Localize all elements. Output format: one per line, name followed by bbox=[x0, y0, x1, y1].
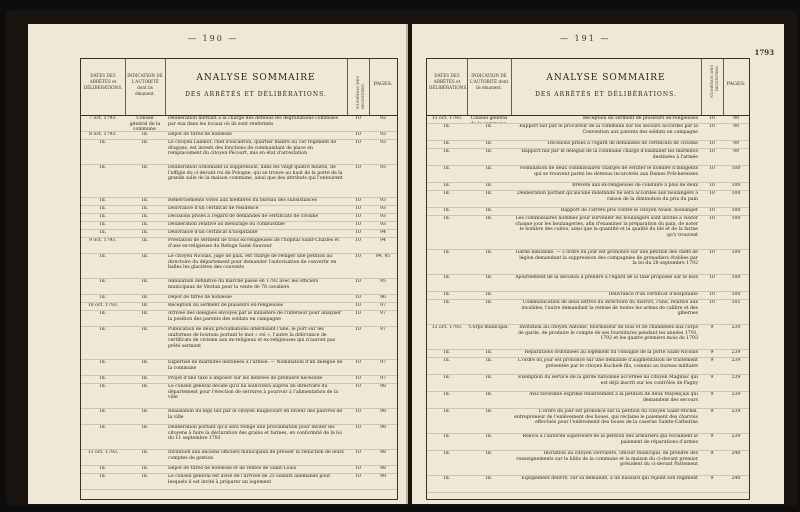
cell-autorite: Id. bbox=[141, 222, 149, 227]
book-binding bbox=[6, 10, 798, 506]
cell-autorite: Id. bbox=[141, 466, 149, 471]
cell-page: 97 bbox=[380, 327, 386, 332]
table-row bbox=[427, 215, 749, 250]
col-pages-header: PAGES. bbox=[726, 81, 746, 87]
cell-date: Id. bbox=[443, 392, 451, 397]
cell-numero: 10 bbox=[355, 376, 361, 381]
cell-date: Id. bbox=[443, 300, 451, 305]
table-row bbox=[427, 299, 749, 325]
cell-analyse: Équipement délivré, sur sa demande, à un hussard qui rejoint son régiment bbox=[521, 476, 698, 481]
cell-numero: 9 bbox=[710, 434, 714, 439]
cell-page: 99 bbox=[733, 141, 739, 146]
cell-date: Id. bbox=[99, 295, 107, 300]
cell-date: Id. bbox=[99, 327, 107, 332]
cell-date: Id. bbox=[99, 254, 107, 259]
cell-analyse: Ajournement de la décision à prendre à l'égard de la taxe proposée sur le bois bbox=[515, 275, 698, 280]
table-row bbox=[81, 383, 397, 409]
table-row bbox=[81, 115, 397, 132]
col-pages-header: PAGES. bbox=[373, 81, 393, 87]
cell-analyse: Délivrance d'un certificat d'hospitalité bbox=[168, 230, 258, 235]
cell-autorite: Id. bbox=[485, 149, 493, 154]
cell-autorite: Id. bbox=[485, 166, 493, 171]
cell-numero: 10 bbox=[355, 238, 361, 243]
cell-analyse: L'ordre du jour est prononcé sur une demande d'augmentation de traitement présentée par le citoyen Kuchelé fils, commis au bureau militaire bbox=[517, 358, 698, 369]
cell-date: Id. bbox=[99, 311, 107, 316]
cell-numero: 10 bbox=[709, 183, 715, 188]
cell-numero: 9 bbox=[710, 358, 714, 363]
cell-numero: 10 bbox=[709, 191, 715, 196]
cell-date: 12 oct. 1793. bbox=[431, 325, 463, 330]
cell-analyse: Exemption du service de la garde nationale accordée au citoyen Magniac qui est déjà inscrit sur les contrôles de Pagny bbox=[518, 375, 698, 386]
cell-analyse: Délivrance d'un certificat d'hospitalité bbox=[608, 292, 698, 297]
cell-autorite: Id. bbox=[141, 140, 149, 145]
table-row bbox=[427, 148, 749, 166]
table-row bbox=[81, 424, 397, 450]
cell-analyse: Le citoyen Nicolas, juge de paix, est chargé de rédiger une pétition au directoire du département pour demander l'autorisation de convertir en halles les glacières des couvents bbox=[168, 254, 337, 271]
cell-date: 11 oct. 1793. bbox=[87, 450, 119, 455]
col-numeros-header: NUMÉROS DES REGISTRES. bbox=[355, 75, 365, 109]
cell-numero: 10 bbox=[709, 216, 715, 221]
col-numeros-header: NUMÉROS DES REGISTRES. bbox=[709, 65, 719, 99]
cell-autorite: Id. bbox=[141, 279, 149, 284]
cell-analyse: Délibération ordonnant la suppression, dans les vingt-quatre heures, de l'effigie du ci-devant roi de Pologne, qui se trouve au haut de la porte de la grande salle de la maison commune, ainsi que des attributs qui l'entourent bbox=[168, 165, 343, 182]
cell-autorite: Id. bbox=[485, 191, 493, 196]
cell-numero: 10 bbox=[709, 208, 715, 213]
table-row bbox=[81, 310, 397, 327]
cell-numero: 10 bbox=[355, 327, 361, 332]
cell-date: 8 oct. 1793. bbox=[89, 132, 117, 137]
cell-numero: 9 bbox=[710, 476, 714, 481]
cell-autorite: Id. bbox=[485, 392, 493, 397]
table-row bbox=[427, 408, 749, 434]
cell-autorite: Id. bbox=[485, 451, 493, 456]
cell-analyse: Rapport de l'arrêté pris contre le citoyen Nozel, boulanger bbox=[560, 208, 698, 213]
cell-numero: 10 bbox=[355, 132, 361, 137]
cell-date: Id. bbox=[443, 250, 451, 255]
cell-date: Id. bbox=[443, 216, 451, 221]
cell-analyse: Réparations ordonnées au logement du consigne de la porte Saint-Nicolas bbox=[524, 350, 698, 355]
table-row bbox=[427, 190, 749, 208]
cell-numero: 10 bbox=[355, 116, 361, 121]
cell-page: 93 bbox=[380, 222, 386, 227]
cell-analyse: Invitation au citoyen Antoine, fournisseur de bois et de chandelles aux corps de garde, de produire le compte de ses fournitures pendant les années 1791, 1792 et les quatre premiers mois de 1793 bbox=[518, 325, 698, 342]
cell-autorite: Id. bbox=[485, 300, 493, 305]
cell-page: 94, 95 bbox=[375, 254, 391, 259]
table-header bbox=[427, 59, 749, 116]
cell-analyse: Avis favorable exprimé relativement à la pétition de deux Mayençais qui demandent des secours bbox=[529, 392, 698, 403]
cell-page: 100 bbox=[731, 183, 741, 188]
cell-analyse: Dépôt de titres de noblesse bbox=[168, 295, 232, 300]
cell-analyse: Nomination de deux commissaires chargés de vérifier le nombre d'indigents qui se trouvent parmi les détenus incarcérés aux Dames Prêcheresses bbox=[519, 166, 698, 177]
cell-date: Id. bbox=[99, 230, 107, 235]
cell-analyse: Délibération mettant à la charge des détenus les dégradations commises par eux dans les locaux où ils sont renfermés bbox=[168, 116, 339, 127]
cell-page: 93 bbox=[380, 140, 386, 145]
cell-page: 99 bbox=[380, 474, 386, 479]
cell-analyse: Délibération relative au mesurage du combustible bbox=[168, 222, 286, 227]
cell-date: Id. bbox=[443, 292, 451, 297]
cell-analyse: Garde nationale. — L'ordre du jour est prononcé sur une pétition des chefs de légion demandant la suppression des compagnies de grenadiers établies par la loi du 28 septembre 1792 bbox=[515, 250, 698, 267]
cell-date: Id. bbox=[443, 350, 451, 355]
cell-numero: 10 bbox=[355, 198, 361, 203]
cell-numero: 10 bbox=[355, 360, 361, 365]
cell-autorite: Id. bbox=[141, 206, 149, 211]
cell-numero: 10 bbox=[355, 425, 361, 430]
cell-page: 100 bbox=[731, 216, 741, 221]
cell-analyse: Réception du serment de plusieurs ex-religieuses bbox=[168, 303, 284, 308]
cell-page: 101 bbox=[731, 300, 741, 305]
cell-analyse: Dépôt de titres de noblesse et de rentes de Saint-Louis bbox=[168, 466, 297, 471]
table-subtitle: DES ARRÊTÉS ET DÉLIBÉRATIONS. bbox=[535, 91, 677, 98]
cell-page: 239 bbox=[731, 350, 741, 355]
cell-numero: 10 bbox=[709, 166, 715, 171]
cell-autorite: Id. bbox=[485, 358, 493, 363]
cell-numero: 10 bbox=[355, 384, 361, 389]
cell-numero: 9 bbox=[710, 409, 714, 414]
table-header bbox=[81, 59, 397, 116]
cell-date: Id. bbox=[99, 165, 107, 170]
right-page bbox=[412, 24, 784, 504]
cell-page: 239 bbox=[731, 392, 741, 397]
cell-date: Id. bbox=[99, 466, 107, 471]
cell-numero: 10 bbox=[355, 140, 361, 145]
cell-page: 239 bbox=[731, 358, 741, 363]
cell-date: Id. bbox=[99, 474, 107, 479]
cell-page: 100 bbox=[731, 250, 741, 255]
table-row bbox=[427, 391, 749, 409]
table-title: ANALYSE SOMMAIRE bbox=[546, 73, 666, 83]
table-row bbox=[81, 359, 397, 376]
cell-numero: 9 bbox=[710, 392, 714, 397]
table-row bbox=[427, 165, 749, 183]
cell-date: Id. bbox=[443, 166, 451, 171]
cell-analyse: Rapport fait par le procureur de la commune sur les secours accordés par la Convention aux parents des soldats en campagne bbox=[519, 124, 698, 135]
cell-numero: 10 bbox=[355, 165, 361, 170]
cell-page: 239 bbox=[731, 409, 741, 414]
cell-page: 95 bbox=[380, 279, 386, 284]
table-row bbox=[81, 253, 397, 279]
cell-analyse: Annulation définitive du marché passé en 1792 avec les officiers municipaux de Verdun pour la vente de 78 cavaliers bbox=[168, 279, 319, 290]
cell-page: 93 bbox=[380, 132, 386, 137]
cell-page: 92 bbox=[380, 116, 386, 121]
cell-page: 100 bbox=[731, 208, 741, 213]
cell-date: Id. bbox=[443, 124, 451, 129]
table-subtitle: DES ARRÊTÉS ET DÉLIBÉRATIONS. bbox=[185, 91, 327, 98]
cell-analyse: Renvoi à l'autorité supérieure de la pétition des armuriers qui réclament le paiement de réparations d'armes bbox=[522, 434, 698, 445]
cell-numero: 10 bbox=[355, 295, 361, 300]
table-row bbox=[81, 237, 397, 254]
cell-page: 98 bbox=[380, 425, 386, 430]
cell-date: Id. bbox=[443, 375, 451, 380]
cell-date: Id. bbox=[443, 141, 451, 146]
cell-date: Id. bbox=[443, 191, 451, 196]
cell-analyse: Brèveté aux ex-religieuses de conduire à plus de deux bbox=[572, 183, 698, 188]
cell-analyse: Délivrance d'un certificat de résidence bbox=[168, 206, 259, 211]
left-page bbox=[28, 24, 408, 504]
cell-numero: 10 bbox=[355, 222, 361, 227]
cell-date: Id. bbox=[443, 183, 451, 188]
cell-autorite: Id. bbox=[141, 311, 149, 316]
cell-analyse: Invitation aux anciens officiers municipaux de presser la rédaction de leurs comptes de gestion bbox=[168, 450, 344, 461]
table-row bbox=[427, 123, 749, 141]
cell-numero: 10 bbox=[355, 466, 361, 471]
cell-date: Id. bbox=[99, 425, 107, 430]
cell-numero: 10 bbox=[355, 474, 361, 479]
cell-numero: 9 bbox=[710, 325, 714, 330]
cell-numero: 10 bbox=[355, 303, 361, 308]
cell-numero: 10 bbox=[709, 149, 715, 154]
cell-numero: 10 bbox=[355, 311, 361, 316]
cell-analyse: Projet d'une taxe à imposer sur les denrées de première nécessité bbox=[168, 376, 323, 381]
year-marker: 1793 bbox=[754, 48, 774, 57]
cell-analyse: Rapport fait par le délégué de la commune chargé d'examiner les marmites destinées à l'armée bbox=[521, 149, 698, 160]
cell-numero: 10 bbox=[709, 292, 715, 297]
table-row bbox=[427, 374, 749, 392]
cell-page: 97 bbox=[380, 376, 386, 381]
cell-date: Id. bbox=[443, 358, 451, 363]
summary-table bbox=[80, 58, 398, 500]
cell-date: Id. bbox=[443, 149, 451, 154]
cell-page: 98 bbox=[380, 466, 386, 471]
cell-numero: 10 bbox=[709, 300, 715, 305]
cell-date: Id. bbox=[443, 409, 451, 414]
cell-autorite: Id. bbox=[485, 124, 493, 129]
cell-autorite: Corps municipal. bbox=[469, 325, 509, 330]
cell-autorite: Id. bbox=[141, 474, 149, 479]
table-row bbox=[81, 473, 397, 490]
table-row bbox=[427, 249, 749, 275]
cell-numero: 9 bbox=[710, 451, 714, 456]
cell-autorite: Id. bbox=[141, 327, 149, 332]
cell-analyse: Les commissaires nommés pour surveiller les boulangers sont invités à visiter chaque jour les boulangeries, afin d'examiner la préparation du pain, de noter le nombre des cuites, ainsi que la quantité et la qualité du blé et de la farine qu'y trouvent bbox=[515, 216, 698, 238]
cell-analyse: Délibération portant qu'il sera rédigé une proclamation pour inviter les citoyens à faire la déclaration des grains et farines, en conformité de la loi du 11 septembre 1793 bbox=[168, 425, 342, 442]
cell-autorite: Id. bbox=[141, 450, 149, 455]
cell-analyse: L'ordre du jour est prononcé sur la pétition du citoyen Saint-Michel, entrepreneur de l'enlèvement des boues, qui réclame le paiement des charrois effectués pour l'enlèvement des boues de la caserne Sainte-Catherine bbox=[514, 409, 698, 426]
cell-autorite: Id. bbox=[141, 238, 149, 243]
cell-page: 239 bbox=[731, 325, 741, 330]
table-row bbox=[427, 324, 749, 350]
cell-analyse: Invitation au citoyen Dorvillers, officier municipal, de prendre des renseignements sur le bâtis de la commune et la maison du ci-devant premier président du ci-devant Parlement bbox=[516, 451, 698, 468]
cell-page: 94 bbox=[380, 230, 386, 235]
cell-page: 100 bbox=[731, 166, 741, 171]
cell-autorite: Id. bbox=[485, 434, 493, 439]
cell-autorite: Id. bbox=[485, 409, 493, 414]
cell-numero: 10 bbox=[355, 214, 361, 219]
cell-autorite: Id. bbox=[141, 165, 149, 170]
cell-autorite: Id. bbox=[485, 183, 493, 188]
cell-analyse: Expertise de marmites destinées à l'armée. — Nomination d'un délégué de la commune bbox=[168, 360, 343, 371]
cell-autorite: Id. bbox=[485, 350, 493, 355]
cell-numero: 10 bbox=[355, 409, 361, 414]
cell-page: 97 bbox=[380, 303, 386, 308]
cell-page: 239 bbox=[731, 375, 741, 380]
cell-page: 240 bbox=[731, 476, 741, 481]
table-row bbox=[81, 139, 397, 165]
cell-autorite: Id. bbox=[141, 214, 149, 219]
cell-page: 93 bbox=[380, 165, 386, 170]
cell-analyse: Le conseil général est avisé de l'arrivée de 25 soldats allemands pour lesquels il est invité à préparer un logement bbox=[168, 474, 331, 485]
cell-numero: 10 bbox=[355, 450, 361, 455]
table-row bbox=[81, 164, 397, 198]
cell-date: 11 oct. 1793. bbox=[431, 116, 463, 121]
table-body bbox=[81, 115, 397, 499]
cell-date: 9 oct. 1793. bbox=[89, 238, 117, 243]
cell-analyse: Arrivée des délégués envoyés par le ministère de l'intérieur pour analyser la position des parents des soldats en campagne bbox=[168, 311, 342, 322]
cell-date: 7 oct. 1793. bbox=[89, 116, 117, 121]
cell-analyse: Prestation de serment de trois ex-religieuses de l'hôpital Saint-Charles et d'une ex-religieuse du Refuge Saint-Sauveur bbox=[168, 238, 340, 249]
cell-date: Id. bbox=[99, 360, 107, 365]
cell-page: 93 bbox=[380, 214, 386, 219]
cell-autorite: Id. bbox=[485, 208, 493, 213]
table-row bbox=[427, 357, 749, 375]
cell-date: Id. bbox=[443, 208, 451, 213]
cell-autorite: Id. bbox=[141, 303, 149, 308]
cell-date: Id. bbox=[99, 198, 107, 203]
summary-table bbox=[426, 58, 750, 500]
cell-autorite: Id. bbox=[141, 254, 149, 259]
cell-numero: 9 bbox=[710, 350, 714, 355]
cell-autorite: Conseil général de la commune. bbox=[129, 116, 161, 131]
cell-analyse: Dépôt de titres de noblesse bbox=[168, 132, 232, 137]
cell-date: Id. bbox=[443, 476, 451, 481]
cell-autorite: Id. bbox=[485, 141, 493, 146]
cell-page: 239 bbox=[731, 434, 741, 439]
cell-page: 96 bbox=[380, 295, 386, 300]
table-row bbox=[81, 326, 397, 360]
cell-page: 100 bbox=[731, 191, 741, 196]
cell-page: 240 bbox=[731, 451, 741, 456]
cell-numero: 10 bbox=[355, 230, 361, 235]
cell-page: 97 bbox=[380, 360, 386, 365]
cell-date: Id. bbox=[99, 222, 107, 227]
cell-numero: 10 bbox=[709, 275, 715, 280]
table-title: ANALYSE SOMMAIRE bbox=[196, 73, 316, 83]
cell-date: Id. bbox=[443, 451, 451, 456]
cell-date: Id. bbox=[99, 206, 107, 211]
cell-date: Id. bbox=[99, 409, 107, 414]
cell-page: 99 bbox=[733, 116, 739, 121]
cell-page: 98 bbox=[380, 409, 386, 414]
cell-analyse: Délibération portant qu'aucune indemnité ne sera accordée aux boulangers à raison de la diminution du prix du pain bbox=[517, 191, 698, 202]
cell-autorite: Id. bbox=[485, 216, 493, 221]
page-number: — 191 — bbox=[560, 34, 611, 43]
cell-autorite: Id. bbox=[141, 295, 149, 300]
page-number: — 190 — bbox=[188, 34, 239, 43]
cell-analyse: Communication de deux lettres du directoire du district, l'une, relative aux invalides, l'autre demandant la remise de toutes les armes de calibre et des gibernes bbox=[521, 300, 698, 317]
cell-numero: 10 bbox=[355, 206, 361, 211]
cell-numero: 10 bbox=[709, 250, 715, 255]
cell-analyse: Réception du serment de plusieurs ex-religieuses bbox=[582, 116, 698, 121]
cell-page: 93 bbox=[380, 206, 386, 211]
cell-autorite: Id. bbox=[485, 476, 493, 481]
cell-numero: 10 bbox=[355, 279, 361, 284]
col-dates-header: DATES DES ARRÊTÉS et DÉLIBÉRATIONS. bbox=[83, 73, 123, 90]
cell-page: 98 bbox=[380, 384, 386, 389]
table-body bbox=[427, 115, 749, 499]
cell-autorite: Id. bbox=[141, 384, 149, 389]
cell-page: 100 bbox=[731, 275, 741, 280]
cell-numero: 10 bbox=[355, 254, 361, 259]
cell-page: 100 bbox=[731, 292, 741, 297]
cell-analyse: Décisions prises à l'égard de demandes de certificats de civisme bbox=[168, 214, 319, 219]
cell-autorite: Id. bbox=[485, 375, 493, 380]
cell-autorite: Id. bbox=[485, 275, 493, 280]
cell-date: 10 oct. 1793. bbox=[87, 303, 119, 308]
cell-autorite: Id. bbox=[141, 198, 149, 203]
cell-analyse: Réalisation du legs fait par le citoyen Raigecourt en faveur des pauvres de la ville bbox=[168, 409, 343, 420]
table-row bbox=[427, 274, 749, 292]
cell-page: 99 bbox=[733, 149, 739, 154]
cell-date: Id. bbox=[99, 384, 107, 389]
cell-page: 97 bbox=[380, 311, 386, 316]
cell-page: 94 bbox=[380, 238, 386, 243]
cell-analyse: Décisions prises à l'égard de demandes de certificats de civisme bbox=[547, 141, 698, 146]
table-row bbox=[427, 433, 749, 451]
cell-numero: 9 bbox=[710, 375, 714, 380]
cell-numero: 10 bbox=[709, 141, 715, 146]
cell-date: Id. bbox=[99, 140, 107, 145]
table-row bbox=[81, 449, 397, 466]
cell-autorite: Id. bbox=[141, 132, 149, 137]
cell-page: 93 bbox=[380, 198, 386, 203]
cell-autorite: Id. bbox=[141, 409, 149, 414]
cell-date: Id. bbox=[99, 214, 107, 219]
cell-analyse: Publication de deux proclamations interdisant l'une, le port sur les uniformes de boutons portant le mot « roi », l'autre la délivrance de certificats de civisme aux ex-religieux et ex-religieuses qui n'auront pas prêté serment bbox=[168, 327, 336, 349]
cell-date: Id. bbox=[443, 434, 451, 439]
cell-date: Id. bbox=[99, 376, 107, 381]
col-autorite-header: INDICATION DE L'AUTORITÉ dont ils émanent. bbox=[469, 73, 509, 90]
cell-numero: 10 bbox=[709, 124, 715, 129]
cell-autorite: Id. bbox=[141, 425, 149, 430]
table-row bbox=[427, 450, 749, 476]
cell-analyse: Le conseil général décide qu'il lui sollicitera auprès du directoire du département pour l'érection de serrures à pourvoir à l'alimentation de la ville bbox=[168, 384, 339, 401]
col-dates-header: DATES DES ARRÊTÉS et DÉLIBÉRATIONS. bbox=[429, 73, 468, 90]
cell-analyse: Remerciements votés aux membres du bureau des subsistances bbox=[168, 198, 317, 203]
cell-autorite: Id. bbox=[141, 360, 149, 365]
cell-numero: 10 bbox=[709, 116, 715, 121]
cell-autorite: Id. bbox=[485, 292, 493, 297]
table-row bbox=[81, 408, 397, 425]
col-autorite-header: INDICATION DE L'AUTORITÉ dont ils émanent. bbox=[127, 73, 163, 96]
cell-autorite: Id. bbox=[485, 250, 493, 255]
cell-page: 99 bbox=[733, 124, 739, 129]
cell-autorite: Id. bbox=[141, 230, 149, 235]
cell-date: Id. bbox=[99, 279, 107, 284]
cell-analyse: Le citoyen Landlot, chef d'escadron, quartier maître au 1er régiment de dragons, est investi des fonctions de commandant de place en remplacement du citoyen Pécourt, mis en état d'arrestation bbox=[168, 140, 337, 157]
cell-autorite: Id. bbox=[141, 376, 149, 381]
table-row bbox=[427, 475, 749, 493]
cell-autorite: Conseil général bbox=[470, 116, 508, 121]
cell-date: Id. bbox=[443, 275, 451, 280]
table-row bbox=[81, 278, 397, 295]
cell-page: 98 bbox=[380, 450, 386, 455]
